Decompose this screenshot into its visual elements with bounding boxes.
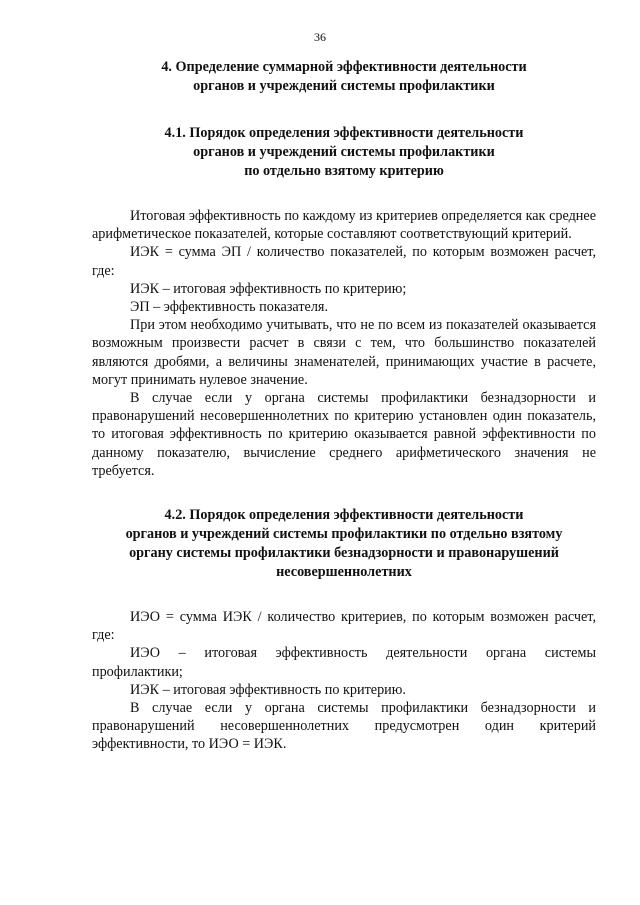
heading-line: 4. Определение суммарной эффективности деятельности — [161, 59, 527, 75]
paragraph: ИЭК – итоговая эффективность по критерию. — [130, 681, 406, 698]
paragraph: ИЭО = сумма ИЭК / количество критериев, по которым возможен расчет, где: — [92, 609, 596, 644]
paragraph: ИЭО – итоговая эффективность деятельности органа системы профилактики; — [92, 645, 596, 680]
section-4-2-body — [92, 608, 596, 754]
paragraph: В случае если у органа системы профилактики безнадзорности и правонарушений несовершеннолетних предусмотрен один критерий эффективности, то ИЭО = ИЭК. — [92, 700, 596, 753]
section-4-1-body — [92, 207, 596, 480]
heading-line: органу системы профилактики безнадзорности и правонарушений — [129, 545, 559, 562]
paragraph: ЭП – эффективность показателя. — [130, 299, 329, 316]
paragraph: ИЭК – итоговая эффективность по критерию; — [130, 280, 407, 297]
heading-line: по отдельно взятому критерию — [244, 163, 444, 179]
heading-line: органов и учреждений системы профилактики — [193, 78, 495, 94]
paragraph: При этом необходимо учитывать, что не по всем из показателей оказывается возможным произвести расчет в связи с тем, что большинство показателей являются дробями, а величины знаменателей, принимающих участие в расчете, могут принимать нулевое значение. — [92, 317, 596, 388]
heading-line: 4.2. Порядок определения эффективности деятельности — [164, 507, 524, 524]
section-4-2-heading — [92, 506, 596, 582]
section-4-1-heading — [92, 124, 596, 181]
section-4-heading — [92, 58, 596, 96]
heading-line: органов и учреждений системы профилактики по отдельно взятому — [125, 526, 563, 543]
heading-line: 4.1. Порядок определения эффективности деятельности — [164, 125, 524, 141]
paragraph: В случае если у органа системы профилактики безнадзорности и правонарушений несовершеннолетних по критерию установлен один показатель, то итоговая эффективность по критерию оказывается равной эффективности по данному показателю, вычисление среднего арифметического значения не требуется. — [92, 390, 596, 479]
paragraph: Итоговая эффективность по каждому из критериев определяется как среднее арифметическое показателей, которые составляют соответствующий критерий. — [92, 208, 596, 243]
paragraph: ИЭК = сумма ЭП / количество показателей, по которым возможен расчет, где: — [92, 244, 596, 279]
page-number: 36 — [314, 30, 326, 44]
heading-line: несовершеннолетних — [276, 564, 412, 581]
heading-line: органов и учреждений системы профилактики — [193, 144, 495, 160]
document-body — [92, 58, 596, 754]
